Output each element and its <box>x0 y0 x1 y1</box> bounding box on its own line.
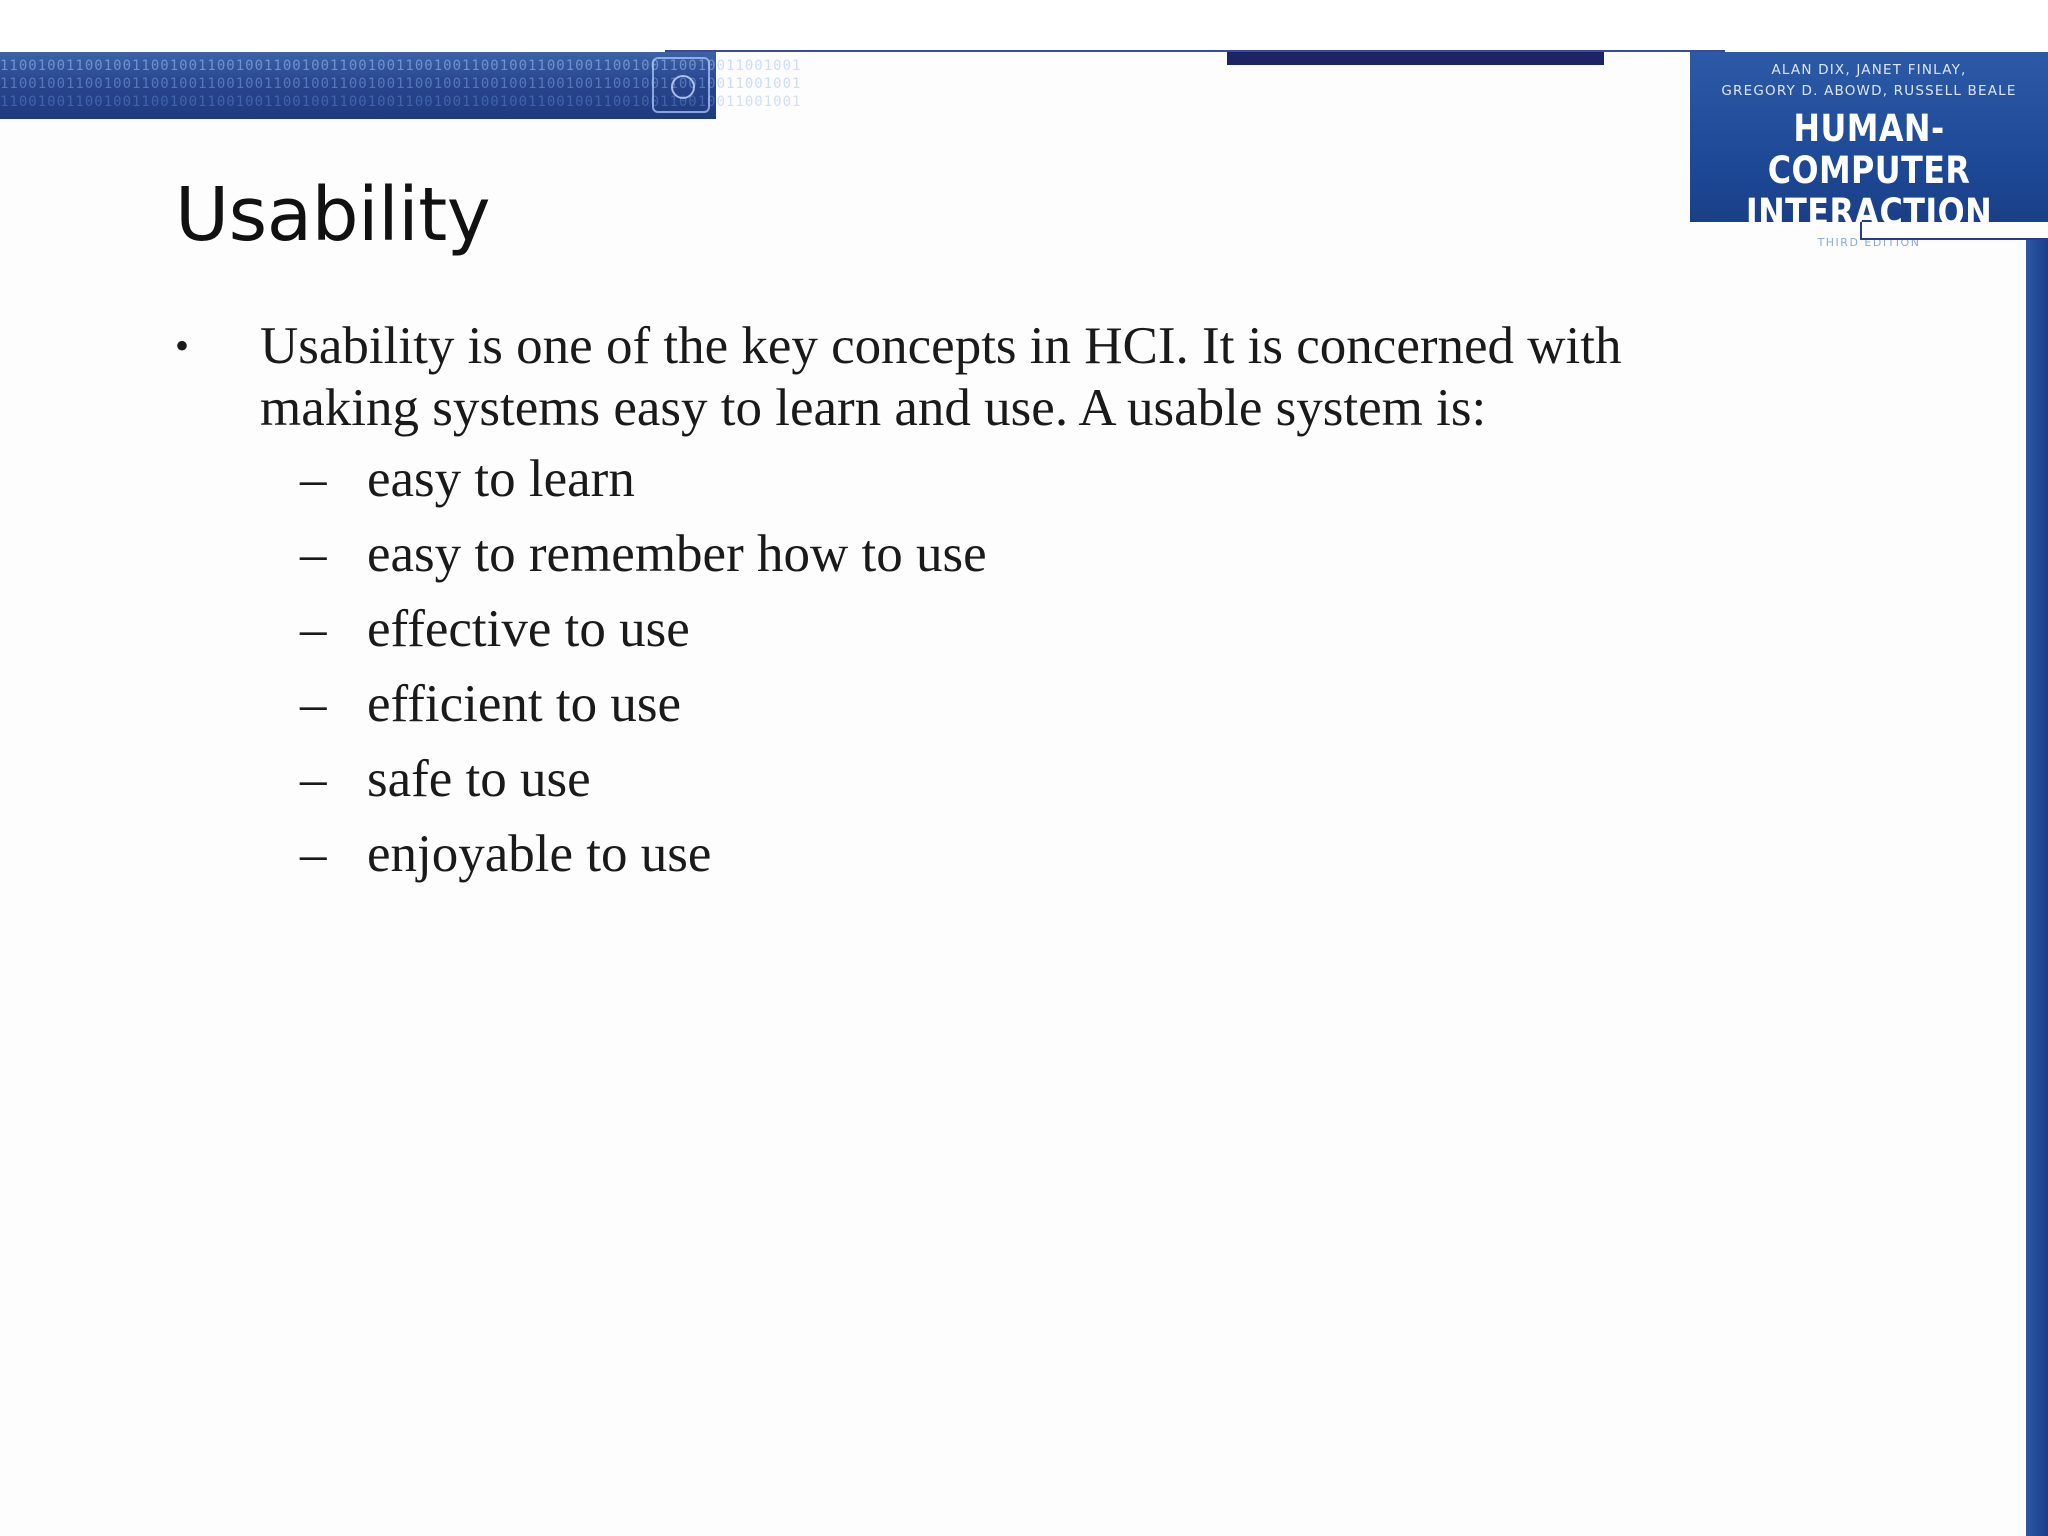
right-edge-band <box>2026 240 2048 1536</box>
binary-pattern-row: 1100100110010011001001100100110010011001001100100110010011001001100100110010011001001 <box>0 94 802 110</box>
bullet-marker: • <box>175 323 190 368</box>
book-title-line: HUMAN-COMPUTER <box>1767 107 1971 192</box>
dash-marker: – <box>300 450 327 508</box>
binary-pattern-row: 1100100110010011001001100100110010011001001100100110010011001001100100110010011001001 <box>0 76 802 92</box>
list-item <box>300 748 1600 823</box>
usability-goals-list <box>300 448 1600 898</box>
dash-marker: – <box>300 750 327 808</box>
header-accent-bar <box>1227 52 1604 65</box>
list-item <box>300 523 1600 598</box>
book-edition: THIRD EDITION <box>1817 236 1921 249</box>
circuit-emblem-icon <box>652 57 710 113</box>
main-bullet <box>175 315 1735 439</box>
book-authors-line: GREGORY D. ABOWD, RUSSELL BEALE <box>1721 83 2017 99</box>
dash-marker: – <box>300 675 327 733</box>
top-whitespace <box>0 0 2048 50</box>
list-item-text: safe to use <box>367 750 591 808</box>
slide-title: Usability <box>175 172 491 258</box>
dash-marker: – <box>300 600 327 658</box>
list-item-text: easy to remember how to use <box>367 525 987 583</box>
list-item <box>300 673 1600 748</box>
book-authors <box>1690 60 2048 102</box>
binary-pattern-row: 1100100110010011001001100100110010011001001100100110010011001001100100110010011001001 <box>0 58 802 74</box>
book-title-line: INTERACTION <box>1745 191 1993 234</box>
list-item <box>300 823 1600 898</box>
list-item <box>300 598 1600 673</box>
bullet-text: Usability is one of the key concepts in HCI. It is concerned with making systems easy to learn and use. A usable system is: <box>260 317 1622 437</box>
badge-frame <box>1860 222 2048 240</box>
book-authors-line: ALAN DIX, JANET FINLAY, <box>1771 62 1967 78</box>
list-item-text: effective to use <box>367 600 690 658</box>
dash-marker: – <box>300 825 327 883</box>
list-item-text: easy to learn <box>367 450 635 508</box>
dash-marker: – <box>300 525 327 583</box>
list-item-text: efficient to use <box>367 675 681 733</box>
book-cover-badge <box>1690 52 2048 249</box>
book-title <box>1715 108 2023 234</box>
binary-header-banner <box>0 52 802 119</box>
list-item <box>300 448 1600 523</box>
list-item-text: enjoyable to use <box>367 825 712 883</box>
